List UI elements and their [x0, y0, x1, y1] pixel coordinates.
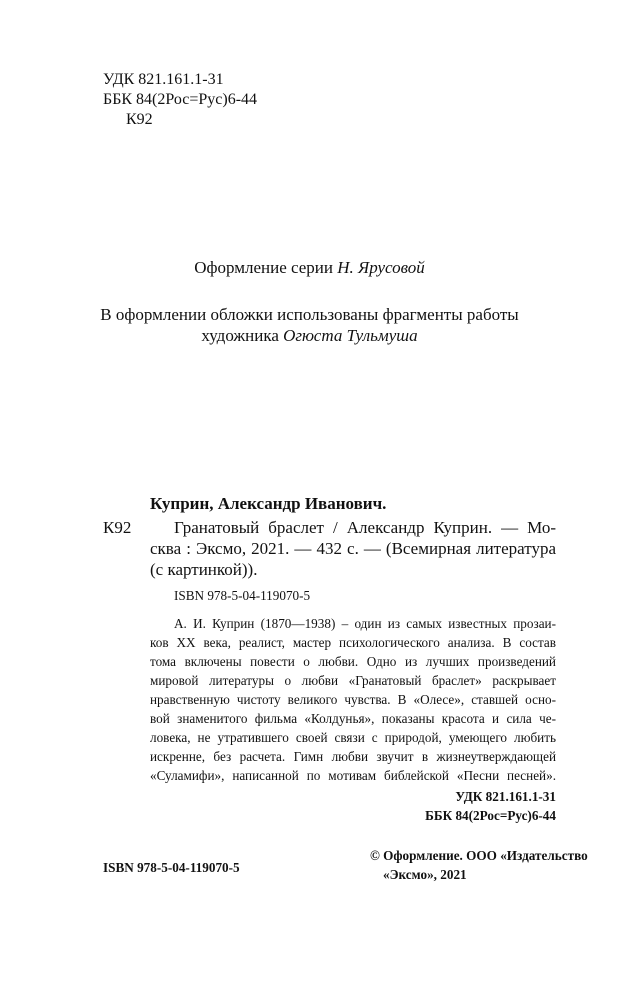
series-design-prefix: Оформление серии	[194, 258, 338, 277]
copyright-line-1: © Оформление. ООО «Издательство	[370, 848, 588, 863]
catalog-author-heading: Куприн, Александр Иванович.	[150, 494, 387, 513]
catalog-description-line-1: Гранатовый браслет / Александр Куприн. — Мо-	[174, 518, 556, 537]
annotation-line: ков XX века, реалист, мастер психологического анализа. В состав	[150, 635, 556, 650]
cover-credit-line: В оформлении обложки использованы фрагменты работы	[100, 305, 519, 324]
catalog-description-line-2: сква : Эксмо, 2021. — 432 с. — (Всемирная литература	[150, 539, 556, 558]
annotation-line: мировой литературы о любви «Гранатовый браслет» раскрывает	[150, 673, 556, 688]
annotation-line: тома включены повести о любви. Одно из лучших произведений	[150, 654, 556, 669]
footer-isbn: ISBN 978-5-04-119070-5	[103, 860, 240, 875]
catalog-description-line-3: (с картинкой)).	[150, 560, 258, 579]
series-designer-name: Н. Ярусовой	[337, 258, 425, 277]
annotation-line: нравственную чистоту великого чувства. В «Олесе», ставшей осно-	[150, 692, 556, 707]
catalog-isbn: ISBN 978-5-04-119070-5	[174, 588, 311, 603]
bbk-code: ББК 84(2Рос=Рус)6-44	[103, 91, 258, 108]
annotation-line: вой знаменитого фильма «Колдунья», показаны красота и сила че-	[150, 711, 556, 726]
catalog-udk: УДК 821.161.1-31	[455, 789, 556, 804]
cover-artist-name: Огюста Тульмуша	[283, 326, 418, 345]
author-mark: К92	[126, 111, 153, 128]
cover-artist-prefix: художника	[201, 326, 284, 345]
copyright-line-2: «Эксмо», 2021	[383, 867, 467, 882]
cover-artist-credit	[0, 325, 619, 347]
series-design-credit	[0, 257, 619, 279]
annotation-line: «Суламифи», написанной по мотивам библейской «Песни песней».	[150, 768, 556, 783]
catalog-author-mark: К92	[103, 518, 132, 537]
catalog-bbk: ББК 84(2Рос=Рус)6-44	[425, 808, 556, 823]
annotation-line: А. И. Куприн (1870—1938) – один из самых известных прозаи-	[174, 616, 556, 631]
annotation-line: искренне, без расчета. Гимн любви звучит в жизнеутверждающей	[150, 749, 556, 764]
udk-code: УДК 821.161.1-31	[103, 71, 224, 88]
annotation-line: ловека, не утратившего своей связи с природой, умеющего любить	[150, 730, 556, 745]
